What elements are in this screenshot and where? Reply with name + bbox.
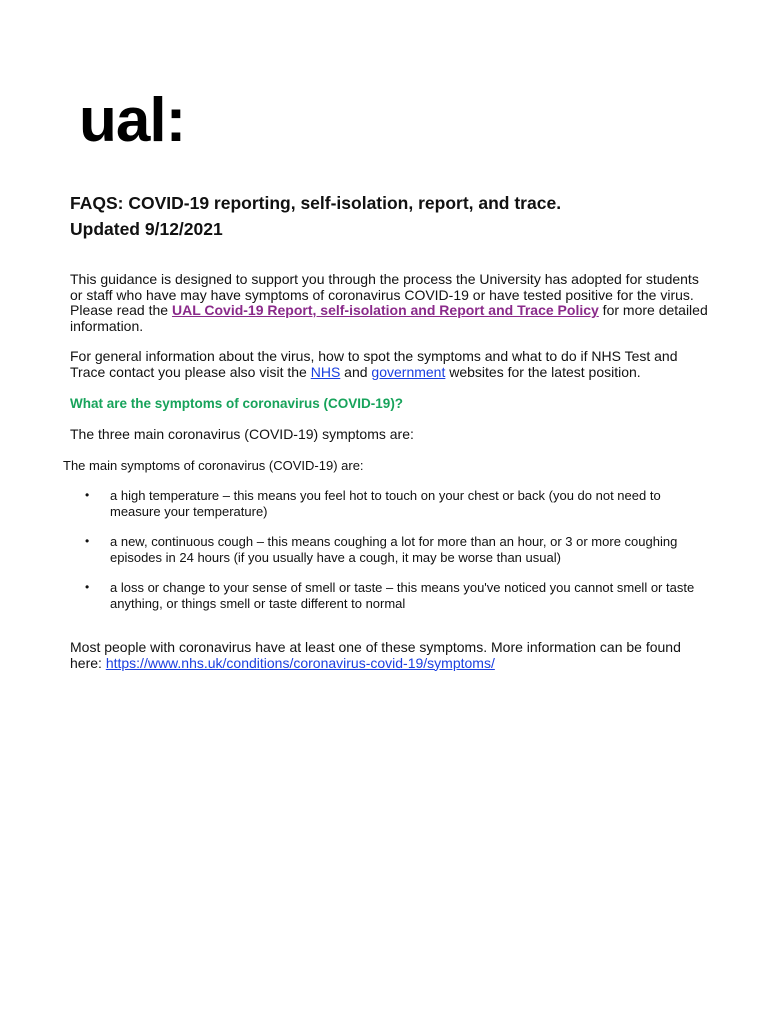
symptom-list <box>80 488 720 626</box>
government-link[interactable]: government <box>371 363 446 380</box>
symptoms-heading: What are the symptoms of coronavirus (COVID-19)? <box>70 396 404 411</box>
list-item <box>80 580 710 611</box>
main-symptoms-label: The main symptoms of coronavirus (COVID-19) are: <box>63 458 364 473</box>
symptom-text: a new, continuous cough – this means coughing a lot for more than an hour, or 3 or more coughing episodes in 24 hours (if you usually have a cough, it may be worse than usual) <box>110 534 678 565</box>
symptom-text: a high temperature – this means you feel hot to touch on your chest or back (you do not need to measure your temperature) <box>110 488 661 519</box>
intro-text-end: for more detailed information. <box>70 302 708 334</box>
bullet-icon: • <box>85 534 90 548</box>
bullet-icon: • <box>85 580 90 594</box>
general-text-end: websites for the latest position. <box>445 363 641 380</box>
symptoms-intro: The three main coronavirus (COVID-19) symptoms are: <box>70 426 414 442</box>
policy-link[interactable]: UAL Covid-19 Report, self-isolation and Report and Trace Policy <box>171 302 599 318</box>
list-item <box>80 488 710 519</box>
symptom-text: a loss or change to your sense of smell or taste – this means you've noticed you cannot smell or taste anything, or things smell or taste different to normal <box>110 580 695 611</box>
nhs-link[interactable]: NHS <box>310 363 341 380</box>
ual-logo: ual: <box>79 86 186 155</box>
general-and-text: and <box>340 363 372 380</box>
closing-text: Most people with coronavirus have at least one of these symptoms. More information can be found here: <box>70 639 681 671</box>
intro-paragraph <box>70 272 710 334</box>
page-title: FAQS: COVID-19 reporting, self-isolation, report, and trace. <box>70 193 562 213</box>
intro-text: This guidance is designed to support you through the process the University has adopted for students or staff who have may have symptoms of coronavirus COVID-19 or have tested positive for the virus. Please read the <box>70 271 699 318</box>
general-text: For general information about the virus, how to spot the symptoms and what to do if NHS Test and Trace contact you please also visit the <box>70 348 678 380</box>
list-item <box>80 534 710 565</box>
updated-date: Updated 9/12/2021 <box>70 219 223 239</box>
closing-paragraph <box>70 640 710 671</box>
nhs-symptoms-link[interactable]: https://www.nhs.uk/conditions/coronavirus-covid-19/symptoms/ <box>105 654 495 671</box>
general-info-paragraph <box>70 349 710 380</box>
bullet-icon: • <box>85 488 90 502</box>
